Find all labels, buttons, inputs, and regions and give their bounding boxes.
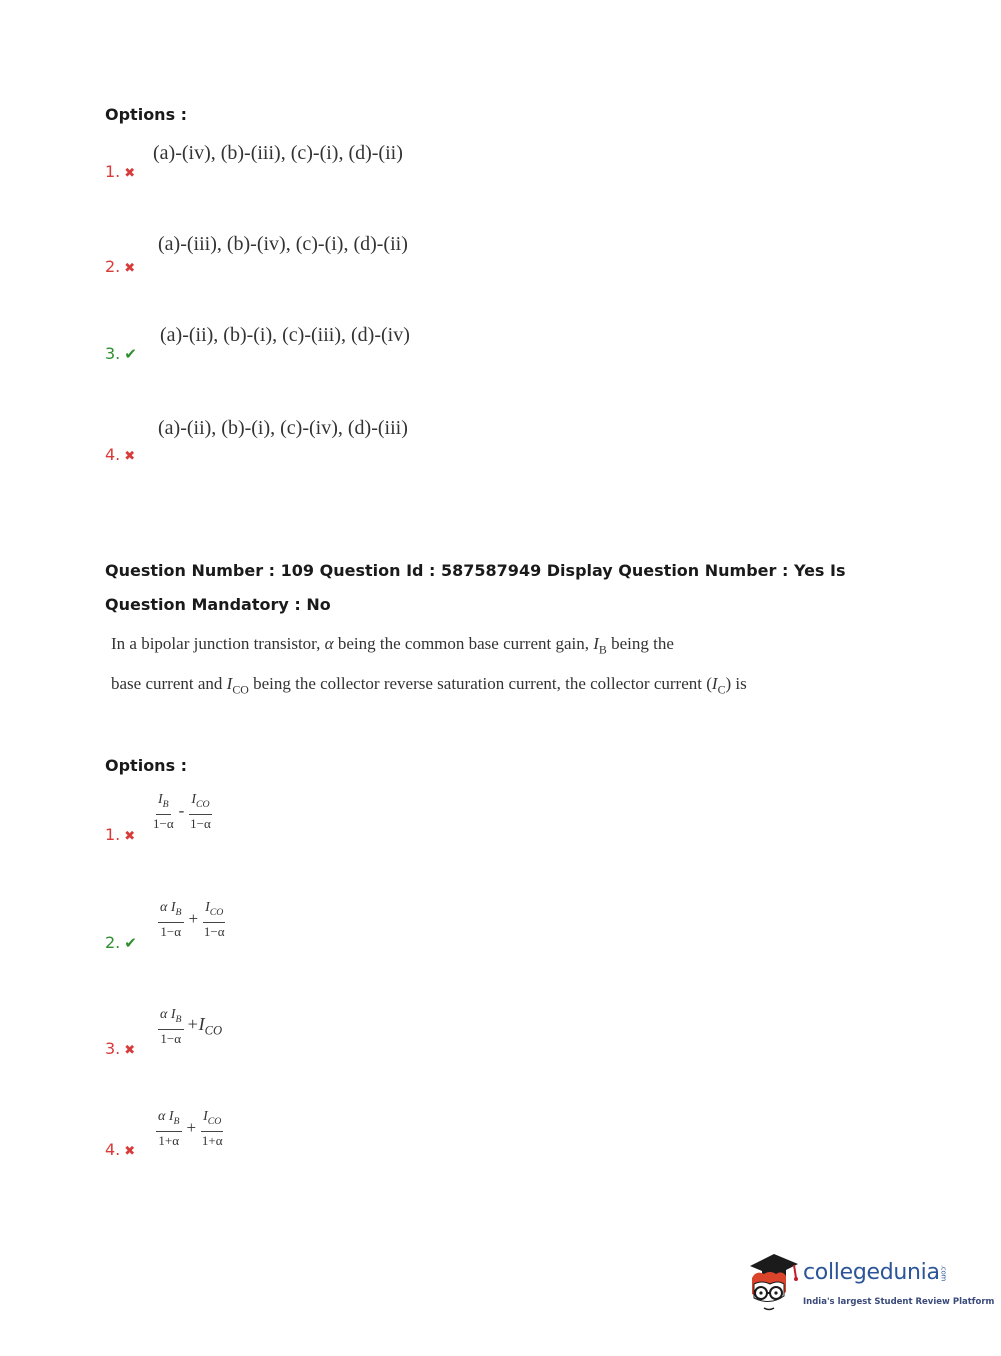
- cross-icon: ✖: [124, 449, 136, 464]
- collegedunia-logo[interactable]: [742, 1248, 995, 1318]
- option-number: 2. ✖: [105, 257, 136, 276]
- options-heading: Options :: [105, 756, 188, 775]
- logo-wordmark: collegedunia.com: [803, 1260, 948, 1285]
- logo-tagline: India's largest Student Review Platform: [803, 1297, 995, 1307]
- cross-icon: ✖: [124, 829, 136, 844]
- question-text-line-1: In a bipolar junction transistor, α being the common base current gain, $I_B$ being the: [111, 634, 674, 657]
- fraction: $\frac{\alpha I_B}{1-\alpha}$: [160, 900, 182, 939]
- question-header: Question Number : 109 Question Id : 587587949 Display Question Number : Yes Is Question Mandatory : No: [105, 561, 846, 614]
- cross-icon: ✖: [124, 1043, 136, 1058]
- mascot-icon: [742, 1248, 802, 1318]
- fraction: $\frac{I_{CO}}{1-\alpha}$: [203, 900, 225, 939]
- option-text: (a)-(ii), (b)-(i), (c)-(iii), (d)-(iv): [160, 324, 410, 346]
- option-number: 2. ✔: [105, 933, 137, 952]
- option-formula: $\frac{\alpha I_B}{1-\alpha}$ $+I_{CO}$: [160, 1007, 223, 1046]
- question-text-line-2: base current and $I_{CO}$ being the collector reverse saturation current, the collector current $(I_C)$ is: [111, 674, 747, 697]
- cross-icon: ✖: [124, 166, 136, 181]
- option-text: (a)-(ii), (b)-(i), (c)-(iv), (d)-(iii): [158, 417, 408, 439]
- fraction: $\frac{I_{CO}}{1+\alpha}$: [201, 1109, 223, 1148]
- fraction: $\frac{I_{CO}}{1-\alpha}$: [190, 792, 211, 831]
- options-heading: Options :: [105, 105, 188, 124]
- option-number: 3. ✖: [105, 1039, 136, 1058]
- option-number: 4. ✖: [105, 445, 136, 464]
- check-icon: ✔: [124, 934, 137, 952]
- option-number: 3. ✔: [105, 344, 137, 363]
- option-number: 4. ✖: [105, 1140, 136, 1159]
- option-text: (a)-(iii), (b)-(iv), (c)-(i), (d)-(ii): [158, 233, 408, 255]
- option-formula: $\frac{I_B}{1-\alpha}$ - $\frac{I_{CO}}{1-\alpha}$: [153, 792, 211, 831]
- fraction: $\frac{\alpha I_B}{1+\alpha}$: [158, 1109, 180, 1148]
- cross-icon: ✖: [124, 1144, 136, 1159]
- option-formula: $\frac{\alpha I_B}{1-\alpha}$ + $\frac{I_{CO}}{1-\alpha}$: [160, 900, 225, 939]
- option-number: 1. ✖: [105, 162, 136, 181]
- option-text: (a)-(iv), (b)-(iii), (c)-(i), (d)-(ii): [153, 142, 403, 164]
- check-icon: ✔: [124, 345, 137, 363]
- option-number: 1. ✖: [105, 825, 136, 844]
- cross-icon: ✖: [124, 261, 136, 276]
- option-formula: $\frac{\alpha I_B}{1+\alpha}$ + $\frac{I_{CO}}{1+\alpha}$: [158, 1109, 223, 1148]
- fraction: $\frac{I_B}{1-\alpha}$: [153, 792, 174, 831]
- fraction: $\frac{\alpha I_B}{1-\alpha}$: [160, 1007, 182, 1046]
